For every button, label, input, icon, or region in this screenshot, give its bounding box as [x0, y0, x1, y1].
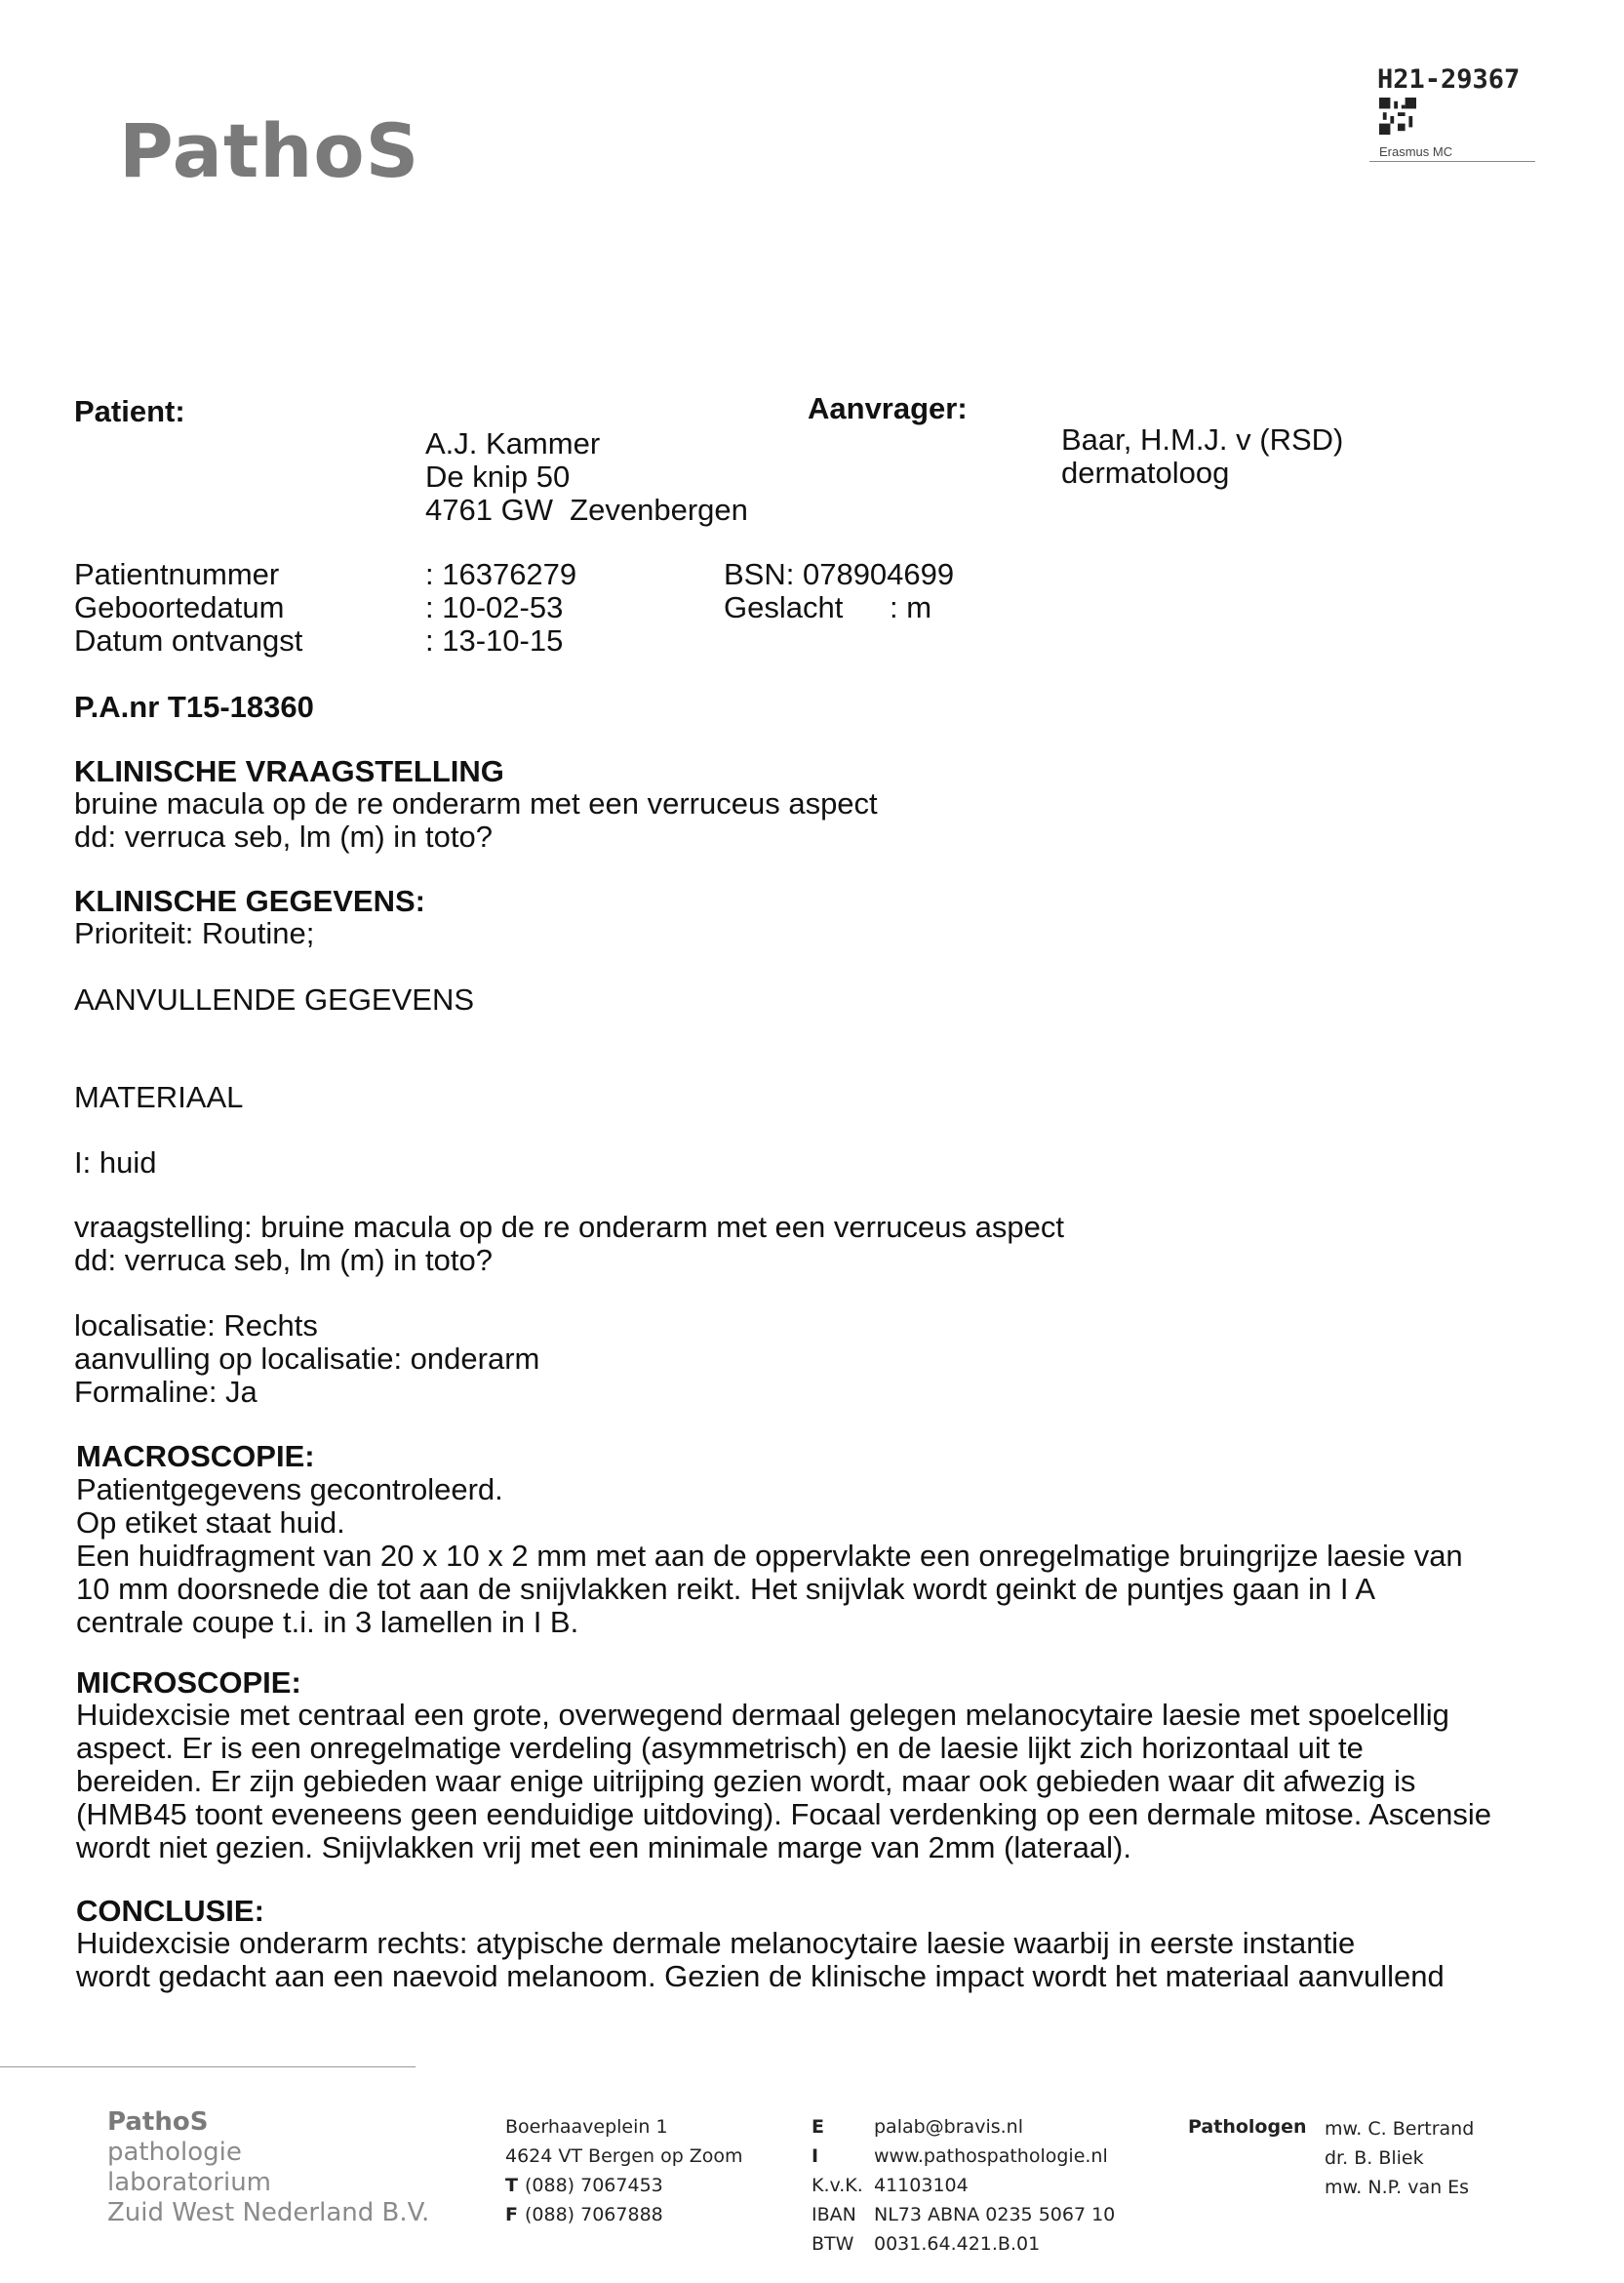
- email-link[interactable]: palab@bravis.nl: [874, 2116, 1023, 2138]
- pa-number: P.A.nr T15-18360: [74, 690, 314, 724]
- ontvangst-label: Datum ontvangst: [74, 623, 303, 658]
- footer-brand-line: laboratorium: [107, 2168, 272, 2197]
- footer-fax: [505, 2200, 743, 2229]
- text-line: bereiden. Er zijn gebieden waar enige uitrijping gezien wordt, maar ook gebieden waar dit afwezig is: [76, 1764, 1416, 1798]
- text-line: (HMB45 toont eveneens geen eenduidige uitdoving). Focaal verdenking op een dermale mitose. Ascensie: [76, 1797, 1492, 1831]
- footer-address: [505, 2112, 743, 2229]
- qr-code-icon: [1379, 98, 1416, 135]
- text-line: localisatie: Rechts: [74, 1308, 318, 1342]
- klinische-vraagstelling-heading: KLINISCHE VRAAGSTELLING: [74, 754, 504, 788]
- patientnummer-value: : 16376279: [425, 557, 577, 591]
- website-link[interactable]: www.pathospathologie.nl: [874, 2145, 1108, 2167]
- phone-label: T: [505, 2175, 518, 2196]
- bsn: BSN: 078904699: [724, 557, 955, 591]
- institution-underline: [1369, 161, 1535, 162]
- microscopie-heading: MICROSCOPIE:: [76, 1665, 301, 1700]
- footer-brand-line: pathologie: [107, 2138, 242, 2167]
- text-line: Patientgegevens gecontroleerd.: [76, 1472, 503, 1506]
- pathologist-name: dr. B. Bliek: [1325, 2147, 1424, 2169]
- iban-label: IBAN: [812, 2204, 856, 2225]
- footer-brand: [107, 2107, 429, 2228]
- text-line: Huidexcisie onderarm rechts: atypische dermale melanocytaire laesie waarbij in eerste instantie: [76, 1926, 1356, 1960]
- footer-pathologen: [1325, 2114, 1474, 2202]
- footer-contact: [812, 2112, 1115, 2259]
- phone-value: (088) 7067453: [525, 2175, 663, 2196]
- materiaal-vraagstelling: [74, 1211, 1064, 1277]
- materiaal-heading: MATERIAAL: [74, 1080, 244, 1114]
- pathologist-name: mw. N.P. van Es: [1325, 2177, 1470, 2198]
- geboortedatum-label: Geboortedatum: [74, 590, 285, 624]
- requester-role: dermatoloog: [1061, 456, 1230, 490]
- text-line: Op etiket staat huid.: [76, 1505, 345, 1540]
- kvk-label: K.v.K.: [812, 2175, 863, 2196]
- patient-name: A.J. Kammer: [425, 426, 601, 461]
- macroscopie-heading: MACROSCOPIE:: [76, 1439, 315, 1473]
- fax-label: F: [505, 2204, 518, 2225]
- patient-street: De knip 50: [425, 460, 571, 494]
- text-line: wordt gedacht aan een naevoid melanoom. Gezien de klinische impact wordt het materiaal aanvullend: [76, 1959, 1445, 1993]
- institution-label: Erasmus MC: [1379, 144, 1453, 159]
- text-line: centrale coupe t.i. in 3 lamellen in I B.: [76, 1605, 579, 1639]
- web-label: I: [812, 2145, 819, 2167]
- text-line: dd: verruca seb, lm (m) in toto?: [74, 820, 493, 854]
- macroscopie-text: [76, 1473, 1463, 1639]
- iban-value: NL73 ABNA 0235 5067 10: [874, 2204, 1116, 2225]
- footer-postal: 4624 VT Bergen op Zoom: [505, 2145, 743, 2167]
- requester-label: Aanvrager:: [808, 391, 968, 425]
- text-line: Formaline: Ja: [74, 1375, 257, 1409]
- footer-brand-name: PathoS: [107, 2107, 209, 2137]
- klinische-vraagstelling-text: [74, 787, 878, 854]
- footer-pathologen-label-wrap: [1188, 2112, 1306, 2142]
- footer-brand-line: Zuid West Nederland B.V.: [107, 2198, 430, 2227]
- btw-value: 0031.64.421.B.01: [874, 2233, 1041, 2255]
- pathologist-name: mw. C. Bertrand: [1325, 2118, 1475, 2140]
- text-line: 10 mm doorsnede die tot aan de snijvlakken reikt. Het snijvlak wordt geinkt de puntjes gaan in I A: [76, 1572, 1376, 1606]
- text-line: aspect. Er is een onregelmatige verdeling (asymmetrisch) en de laesie lijkt zich horizontaal uit te: [76, 1731, 1364, 1765]
- microscopie-text: [76, 1699, 1491, 1864]
- patient-city: 4761 GW Zevenbergen: [425, 493, 748, 527]
- footer-divider: [0, 2066, 416, 2067]
- text-line: dd: verruca seb, lm (m) in toto?: [74, 1243, 493, 1277]
- kvk-value: 41103104: [874, 2175, 969, 2196]
- geslacht-label: Geslacht: [724, 590, 844, 624]
- materiaal-localisatie: [74, 1309, 539, 1409]
- email-label: E: [812, 2116, 824, 2138]
- geslacht-value: : m: [890, 590, 932, 624]
- materiaal-item: I: huid: [74, 1145, 157, 1180]
- conclusie-text: [76, 1927, 1445, 1993]
- patientnummer-label: Patientnummer: [74, 557, 280, 591]
- pathos-logo: PathoS: [119, 107, 420, 194]
- btw-label: BTW: [812, 2233, 854, 2255]
- fax-value: (088) 7067888: [525, 2204, 663, 2225]
- text-line: Een huidfragment van 20 x 10 x 2 mm met aan de oppervlakte een onregelmatige bruingrijze laesie van: [76, 1539, 1463, 1573]
- klinische-gegevens-heading: KLINISCHE GEGEVENS:: [74, 884, 425, 918]
- patient-label: Patient:: [74, 394, 185, 428]
- text-line: aanvulling op localisatie: onderarm: [74, 1342, 540, 1376]
- requester-name: Baar, H.M.J. v (RSD): [1061, 422, 1344, 457]
- geboortedatum-value: : 10-02-53: [425, 590, 564, 624]
- pathologen-label: Pathologen: [1188, 2116, 1307, 2138]
- text-line: wordt niet gezien. Snijvlakken vrij met een minimale marge van 2mm (lateraal).: [76, 1830, 1131, 1864]
- ontvangst-value: : 13-10-15: [425, 623, 564, 658]
- text-line: bruine macula op de re onderarm met een verruceus aspect: [74, 786, 878, 821]
- footer-street: Boerhaaveplein 1: [505, 2116, 668, 2138]
- text-line: vraagstelling: bruine macula op de re onderarm met een verruceus aspect: [74, 1210, 1064, 1244]
- klinische-gegevens-text: Prioriteit: Routine;: [74, 916, 315, 950]
- footer-phone: [505, 2171, 743, 2200]
- document-id: H21-29367: [1377, 64, 1521, 95]
- conclusie-heading: CONCLUSIE:: [76, 1894, 264, 1928]
- text-line: Huidexcisie met centraal een grote, overwegend dermaal gelegen melanocytaire laesie met spoelcellig: [76, 1698, 1449, 1732]
- aanvullende-gegevens-heading: AANVULLENDE GEGEVENS: [74, 982, 475, 1017]
